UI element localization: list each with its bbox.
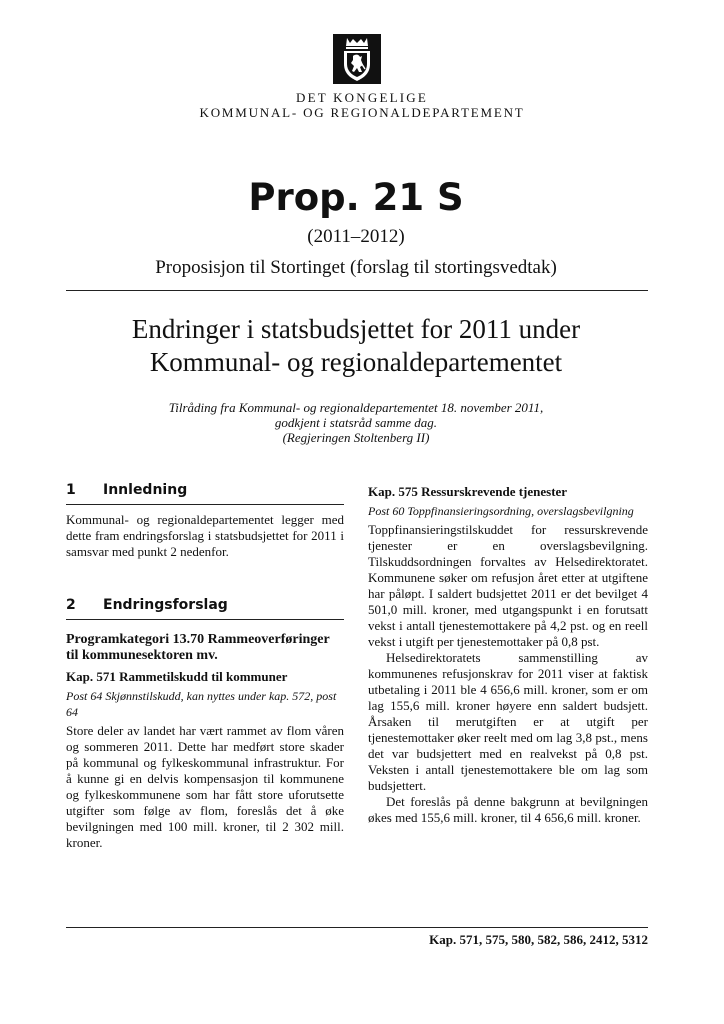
document-title-line-2: Kommunal- og regionaldepartementet (149, 347, 563, 377)
kap-571-heading: Kap. 571 Rammetilskudd til kommuner (66, 669, 288, 684)
programkategori-heading: Programkategori 13.70 Rammeoverføringer til kommunesektoren mv. (66, 632, 330, 663)
kap-575-post: Post 60 Toppfinansieringsordning, overslagsbevilgning (368, 504, 634, 518)
top-divider (66, 290, 648, 291)
approval-line-1: Tilråding fra Kommunal- og regionaldepartementet 18. november 2011, (168, 400, 544, 415)
kap-575-paragraph-3: Det foreslås på denne bakgrunn at bevilgningen økes med 155,6 mill. kroner, til 4 656,6 mill. kroner. (368, 794, 648, 825)
kap-571-post: Post 64 Skjønnstilskudd, kan nyttes under kap. 572, post 64 (66, 689, 337, 719)
ministry-line-1: DET KONGELIGE (296, 90, 428, 105)
section-2-title: Endringsforslag (103, 597, 228, 613)
kap-575-paragraph-1: Toppfinansieringstilskuddet for ressurskrevende tjenester er en overslagsbevilgning. Tilskuddsordningen forvaltes av Helsedirektoratet. Kommunene søker om refusjon året etter at utgiftene har påløpt. I saldert budsjettet 2011 er det bevilget 4 501,0 mill. kroner, med utgangspunkt i en forutsatt vekst i antall tjenestemottakere på 4,2 pst. og en reell vekst i utgift per tjenestemottaker på 0,8 pst. (368, 522, 648, 649)
section-1-title: Innledning (103, 482, 188, 498)
right-column (368, 481, 648, 826)
section-2-heading (66, 596, 344, 620)
prop-number-title: Prop. 21 S (248, 176, 464, 219)
coat-of-arms-logo (333, 34, 381, 84)
approval-note (0, 400, 712, 445)
document-title-line-1: Endringer i statsbudsjettet for 2011 under (131, 314, 581, 344)
left-column (66, 481, 344, 851)
approval-line-3: (Regjeringen Stoltenberg II) (282, 430, 430, 445)
section-2-number: 2 (66, 597, 76, 613)
footer-chapter-list: Kap. 571, 575, 580, 582, 586, 2412, 5312 (429, 932, 648, 947)
section-1-heading (66, 481, 344, 505)
section-1-number: 1 (66, 482, 76, 498)
proposition-subtitle: Proposisjon til Stortinget (forslag til stortingsvedtak) (155, 257, 557, 278)
document-title (0, 313, 712, 379)
kap-571-text: Store deler av landet har vært rammet av flom våren og sommeren 2011. Dette har medført store skader på kommunal og fylkeskommunal infrastruktur. For å kunne gi en delvis kompensasjon til kommunene og fylkeskommunene som har fått store uforutsette utgifter som følge av flom, foreslås det å øke bevilgningen med 100 mill. kroner, til 2 302 mill. kroner. (66, 723, 344, 850)
kap-575-heading: Kap. 575 Ressurskrevende tjenester (368, 484, 568, 499)
approval-line-2: godkjent i statsråd samme dag. (274, 415, 438, 430)
ministry-name (0, 90, 724, 120)
section-1-text: Kommunal- og regionaldepartementet legger med dette fram endringsforslag i statsbudsjettet for 2011 i samsvar med punkt 2 nedenfor. (66, 512, 344, 559)
ministry-line-2: KOMMUNAL- OG REGIONALDEPARTEMENT (199, 105, 525, 120)
session-years: (2011–2012) (307, 226, 405, 247)
kap-575-paragraph-2: Helsedirektoratets sammenstilling av kommunenes refusjonskrav for 2011 viser at faktisk utbetaling i 2011 ble 4 656,6 mill. kroner, som er om lag 155,6 mill. kroner høyere enn saldert budsjett. Årsaken til merutgiften er at utgift per tjenestemottaker øker reelt med om lag 3,8 pst., mens det var budsjettert med en realvekst på 0,8 pst. Veksten i antall tjenestemottakere ble om lag som budsjettert. (368, 650, 648, 793)
footer-divider (66, 927, 648, 928)
